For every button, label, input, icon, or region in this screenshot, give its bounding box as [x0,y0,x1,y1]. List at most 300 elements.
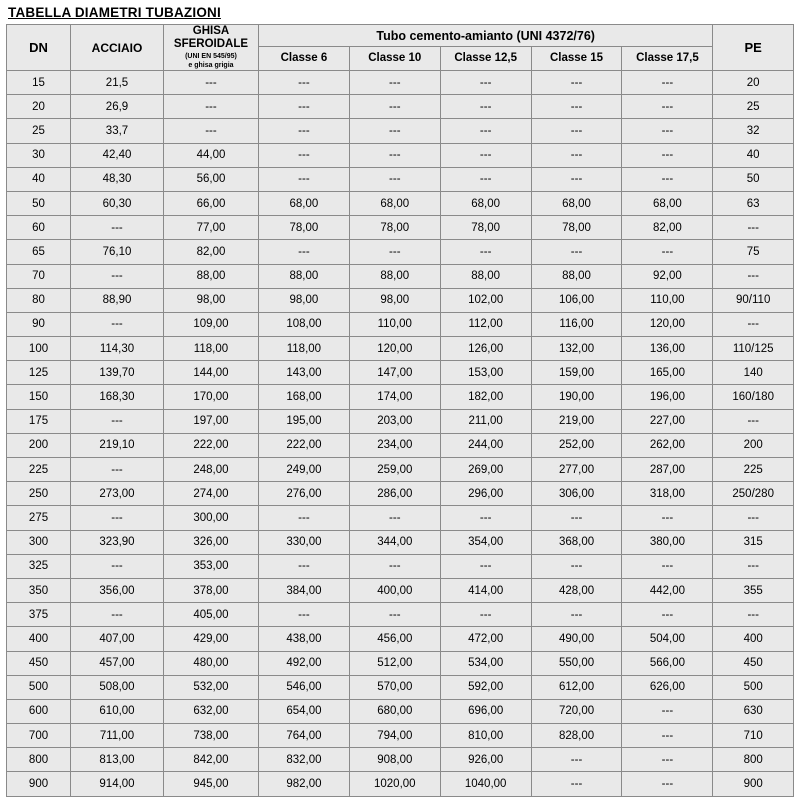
cell-classe-15: --- [531,167,622,191]
pipe-diameter-table [6,24,794,797]
cell-ghisa: 144,00 [163,361,258,385]
cell-acciaio: 26,9 [71,95,164,119]
table-row [7,337,794,361]
cell-acciaio: --- [71,458,164,482]
cell-acciaio: 711,00 [71,724,164,748]
cell-classe-6: --- [258,603,349,627]
cell-pe: 40 [713,143,794,167]
cell-classe-12-5: --- [440,71,531,95]
cell-pe: --- [713,216,794,240]
cell-dn: 40 [7,167,71,191]
cell-classe-15: 106,00 [531,288,622,312]
cell-classe-12-5: 926,00 [440,748,531,772]
cell-dn: 25 [7,119,71,143]
cell-dn: 600 [7,699,71,723]
cell-ghisa: 248,00 [163,458,258,482]
cell-classe-15: --- [531,240,622,264]
cell-classe-17-5: --- [622,167,713,191]
cell-dn: 60 [7,216,71,240]
cell-acciaio: 356,00 [71,578,164,602]
column-header-classe-17-5: Classe 17,5 [622,47,713,71]
cell-classe-12-5: 88,00 [440,264,531,288]
cell-classe-15: --- [531,748,622,772]
cell-classe-17-5: --- [622,506,713,530]
cell-classe-12-5: 696,00 [440,699,531,723]
ghisa-norm-label: (UNI EN 545/95) [185,53,237,60]
cell-classe-12-5: --- [440,119,531,143]
cell-classe-12-5: --- [440,143,531,167]
cell-classe-17-5: --- [622,772,713,796]
cell-classe-6: 78,00 [258,216,349,240]
cell-classe-15: 720,00 [531,699,622,723]
cell-classe-10: 78,00 [349,216,440,240]
table-row [7,191,794,215]
table-row [7,216,794,240]
cell-classe-10: --- [349,95,440,119]
cell-classe-6: 438,00 [258,627,349,651]
cell-classe-15: 612,00 [531,675,622,699]
table-row [7,119,794,143]
cell-classe-12-5: 1040,00 [440,772,531,796]
cell-classe-10: 174,00 [349,385,440,409]
table-row [7,724,794,748]
cell-ghisa: 429,00 [163,627,258,651]
cell-classe-15: 828,00 [531,724,622,748]
cell-dn: 100 [7,337,71,361]
cell-classe-17-5: 92,00 [622,264,713,288]
cell-ghisa: --- [163,119,258,143]
cell-classe-12-5: --- [440,603,531,627]
cell-ghisa: 945,00 [163,772,258,796]
cell-classe-15: 88,00 [531,264,622,288]
cell-classe-12-5: 102,00 [440,288,531,312]
table-row [7,71,794,95]
cell-dn: 300 [7,530,71,554]
cell-acciaio: 273,00 [71,482,164,506]
cell-ghisa: 98,00 [163,288,258,312]
cell-classe-6: 764,00 [258,724,349,748]
cell-dn: 90 [7,312,71,336]
cell-classe-10: 456,00 [349,627,440,651]
cell-classe-6: 168,00 [258,385,349,409]
cell-dn: 375 [7,603,71,627]
ghisa-main-label: GHISA SFEROIDALE [173,25,249,50]
cell-ghisa: 197,00 [163,409,258,433]
cell-classe-10: 68,00 [349,191,440,215]
cell-ghisa: 222,00 [163,433,258,457]
cell-classe-17-5: 380,00 [622,530,713,554]
table-row [7,748,794,772]
cell-ghisa: 378,00 [163,578,258,602]
cell-classe-10: 1020,00 [349,772,440,796]
table-row [7,554,794,578]
cell-classe-10: --- [349,167,440,191]
column-header-classe-15: Classe 15 [531,47,622,71]
cell-pe: 90/110 [713,288,794,312]
cell-pe: --- [713,554,794,578]
cell-classe-10: 98,00 [349,288,440,312]
cell-classe-12-5: 126,00 [440,337,531,361]
cell-classe-10: 203,00 [349,409,440,433]
cell-classe-12-5: 112,00 [440,312,531,336]
cell-classe-6: --- [258,95,349,119]
cell-pe: 32 [713,119,794,143]
cell-classe-6: --- [258,143,349,167]
cell-pe: 50 [713,167,794,191]
ghisa-grey-label: e ghisa grigia [188,62,234,69]
cell-classe-12-5: 592,00 [440,675,531,699]
cell-pe: 710 [713,724,794,748]
cell-classe-17-5: 82,00 [622,216,713,240]
cell-acciaio: 610,00 [71,699,164,723]
cell-dn: 250 [7,482,71,506]
cell-classe-12-5: 211,00 [440,409,531,433]
cell-classe-6: 546,00 [258,675,349,699]
cell-ghisa: 82,00 [163,240,258,264]
cell-pe: 315 [713,530,794,554]
cell-classe-6: 832,00 [258,748,349,772]
cell-classe-17-5: 287,00 [622,458,713,482]
cell-ghisa: 326,00 [163,530,258,554]
cell-pe: --- [713,409,794,433]
cell-classe-12-5: 78,00 [440,216,531,240]
cell-classe-10: 794,00 [349,724,440,748]
cell-classe-6: --- [258,554,349,578]
cell-classe-12-5: 810,00 [440,724,531,748]
cell-classe-15: 306,00 [531,482,622,506]
cell-acciaio: --- [71,506,164,530]
cell-pe: 400 [713,627,794,651]
cell-classe-12-5: 534,00 [440,651,531,675]
cell-classe-15: 190,00 [531,385,622,409]
table-header [7,25,794,71]
cell-classe-12-5: 354,00 [440,530,531,554]
cell-classe-12-5: 182,00 [440,385,531,409]
cell-acciaio: 168,30 [71,385,164,409]
cell-dn: 150 [7,385,71,409]
cell-classe-15: 490,00 [531,627,622,651]
cell-classe-12-5: 153,00 [440,361,531,385]
cell-ghisa: 632,00 [163,699,258,723]
cell-classe-15: 78,00 [531,216,622,240]
cell-acciaio: --- [71,312,164,336]
column-header-ghisa-sferoidale [163,25,258,71]
cell-pe: 250/280 [713,482,794,506]
cell-pe: --- [713,264,794,288]
cell-dn: 900 [7,772,71,796]
cell-acciaio: 48,30 [71,167,164,191]
cell-dn: 125 [7,361,71,385]
cell-classe-10: 908,00 [349,748,440,772]
cell-classe-15: 252,00 [531,433,622,457]
cell-ghisa: 405,00 [163,603,258,627]
cell-classe-12-5: 269,00 [440,458,531,482]
cell-acciaio: --- [71,603,164,627]
cell-ghisa: 480,00 [163,651,258,675]
cell-classe-17-5: 262,00 [622,433,713,457]
cell-classe-17-5: 626,00 [622,675,713,699]
cell-dn: 275 [7,506,71,530]
cell-ghisa: --- [163,71,258,95]
table-row [7,530,794,554]
cell-pe: 200 [713,433,794,457]
cell-classe-17-5: --- [622,71,713,95]
cell-classe-15: --- [531,95,622,119]
column-header-pe: PE [713,25,794,71]
cell-classe-17-5: --- [622,240,713,264]
table-row [7,699,794,723]
cell-classe-17-5: 318,00 [622,482,713,506]
cell-pe: 75 [713,240,794,264]
cell-classe-6: 654,00 [258,699,349,723]
cell-classe-10: 120,00 [349,337,440,361]
cell-classe-17-5: 504,00 [622,627,713,651]
cell-acciaio: 60,30 [71,191,164,215]
cell-pe: 25 [713,95,794,119]
cell-classe-10: --- [349,554,440,578]
cell-dn: 400 [7,627,71,651]
table-row [7,675,794,699]
cell-ghisa: 274,00 [163,482,258,506]
cell-classe-6: 330,00 [258,530,349,554]
cell-classe-12-5: 296,00 [440,482,531,506]
cell-classe-10: 88,00 [349,264,440,288]
cell-classe-17-5: --- [622,554,713,578]
cell-ghisa: 353,00 [163,554,258,578]
cell-pe: 800 [713,748,794,772]
cell-acciaio: --- [71,216,164,240]
cell-ghisa: 56,00 [163,167,258,191]
cell-ghisa: 44,00 [163,143,258,167]
cell-classe-17-5: 196,00 [622,385,713,409]
cell-dn: 80 [7,288,71,312]
cell-acciaio: 323,90 [71,530,164,554]
column-header-classe-10: Classe 10 [349,47,440,71]
cell-classe-6: 492,00 [258,651,349,675]
cell-pe: --- [713,506,794,530]
cell-pe: 450 [713,651,794,675]
table-row [7,143,794,167]
cell-classe-10: 400,00 [349,578,440,602]
cell-classe-17-5: 566,00 [622,651,713,675]
cell-dn: 50 [7,191,71,215]
cell-ghisa: 300,00 [163,506,258,530]
cell-classe-15: 277,00 [531,458,622,482]
cell-dn: 200 [7,433,71,457]
cell-pe: 160/180 [713,385,794,409]
table-row [7,578,794,602]
cell-classe-10: 147,00 [349,361,440,385]
cell-classe-15: 428,00 [531,578,622,602]
table-row [7,627,794,651]
cell-ghisa: 738,00 [163,724,258,748]
cell-classe-17-5: --- [622,748,713,772]
cell-classe-12-5: --- [440,240,531,264]
cell-classe-10: 570,00 [349,675,440,699]
cell-classe-10: 680,00 [349,699,440,723]
cell-classe-17-5: 442,00 [622,578,713,602]
cell-classe-15: 550,00 [531,651,622,675]
cell-classe-10: --- [349,506,440,530]
cell-ghisa: 66,00 [163,191,258,215]
cell-classe-17-5: 110,00 [622,288,713,312]
cell-ghisa: 109,00 [163,312,258,336]
table-row [7,409,794,433]
cell-ghisa: 170,00 [163,385,258,409]
cell-dn: 20 [7,95,71,119]
cell-acciaio: --- [71,409,164,433]
cell-classe-6: 118,00 [258,337,349,361]
cell-classe-12-5: 414,00 [440,578,531,602]
column-header-classe-6: Classe 6 [258,47,349,71]
cell-acciaio: 139,70 [71,361,164,385]
table-row [7,95,794,119]
cell-pe: 20 [713,71,794,95]
cell-classe-17-5: --- [622,699,713,723]
cell-dn: 65 [7,240,71,264]
table-row [7,385,794,409]
cell-ghisa: 118,00 [163,337,258,361]
cell-acciaio: 813,00 [71,748,164,772]
cell-pe: 225 [713,458,794,482]
cell-classe-17-5: --- [622,603,713,627]
cell-pe: 140 [713,361,794,385]
cell-classe-15: --- [531,772,622,796]
cell-classe-15: 219,00 [531,409,622,433]
cell-classe-15: --- [531,119,622,143]
cell-classe-10: 286,00 [349,482,440,506]
cell-classe-6: 276,00 [258,482,349,506]
cell-classe-6: 249,00 [258,458,349,482]
table-row [7,651,794,675]
cell-classe-10: 234,00 [349,433,440,457]
cell-classe-10: 259,00 [349,458,440,482]
cell-classe-17-5: 68,00 [622,191,713,215]
cell-ghisa: 88,00 [163,264,258,288]
cell-classe-6: 98,00 [258,288,349,312]
cell-classe-17-5: --- [622,143,713,167]
column-group-header-cemento-amianto: Tubo cemento-amianto (UNI 4372/76) [258,25,712,47]
cell-acciaio: --- [71,264,164,288]
cell-acciaio: 88,90 [71,288,164,312]
cell-acciaio: 76,10 [71,240,164,264]
cell-pe: --- [713,603,794,627]
cell-classe-6: 143,00 [258,361,349,385]
cell-classe-15: 132,00 [531,337,622,361]
cell-classe-10: 110,00 [349,312,440,336]
cell-acciaio: 42,40 [71,143,164,167]
table-row [7,433,794,457]
cell-classe-17-5: 165,00 [622,361,713,385]
cell-dn: 175 [7,409,71,433]
cell-acciaio: 21,5 [71,71,164,95]
cell-dn: 15 [7,71,71,95]
cell-classe-12-5: 68,00 [440,191,531,215]
cell-classe-15: --- [531,603,622,627]
cell-classe-15: --- [531,506,622,530]
cell-classe-6: 222,00 [258,433,349,457]
cell-classe-12-5: --- [440,506,531,530]
cell-classe-15: --- [531,554,622,578]
cell-acciaio: 457,00 [71,651,164,675]
cell-classe-6: --- [258,506,349,530]
cell-ghisa: --- [163,95,258,119]
cell-pe: 355 [713,578,794,602]
cell-acciaio: 914,00 [71,772,164,796]
table-row [7,361,794,385]
cell-classe-6: --- [258,167,349,191]
table-row [7,240,794,264]
table-row [7,772,794,796]
cell-ghisa: 532,00 [163,675,258,699]
cell-classe-17-5: --- [622,95,713,119]
cell-pe: 63 [713,191,794,215]
cell-classe-10: --- [349,143,440,167]
cell-acciaio: 407,00 [71,627,164,651]
cell-classe-10: 344,00 [349,530,440,554]
cell-dn: 30 [7,143,71,167]
cell-dn: 450 [7,651,71,675]
cell-classe-17-5: 136,00 [622,337,713,361]
cell-classe-15: --- [531,71,622,95]
cell-classe-6: 68,00 [258,191,349,215]
cell-dn: 500 [7,675,71,699]
cell-ghisa: 77,00 [163,216,258,240]
cell-classe-10: --- [349,603,440,627]
cell-acciaio: 508,00 [71,675,164,699]
cell-dn: 700 [7,724,71,748]
cell-classe-10: --- [349,119,440,143]
cell-classe-6: --- [258,119,349,143]
column-header-dn: DN [7,25,71,71]
cell-classe-6: --- [258,240,349,264]
cell-classe-15: --- [531,143,622,167]
cell-classe-6: 384,00 [258,578,349,602]
cell-acciaio: --- [71,554,164,578]
cell-classe-15: 116,00 [531,312,622,336]
cell-classe-15: 68,00 [531,191,622,215]
table-row [7,458,794,482]
table-body [7,71,794,797]
column-header-classe-12-5: Classe 12,5 [440,47,531,71]
cell-acciaio: 114,30 [71,337,164,361]
table-row [7,288,794,312]
cell-dn: 800 [7,748,71,772]
cell-classe-12-5: --- [440,167,531,191]
cell-acciaio: 33,7 [71,119,164,143]
cell-pe: 900 [713,772,794,796]
cell-classe-12-5: --- [440,95,531,119]
cell-classe-6: 195,00 [258,409,349,433]
cell-classe-12-5: --- [440,554,531,578]
cell-classe-6: 982,00 [258,772,349,796]
cell-pe: 110/125 [713,337,794,361]
cell-classe-10: --- [349,240,440,264]
cell-dn: 350 [7,578,71,602]
cell-classe-10: 512,00 [349,651,440,675]
cell-acciaio: 219,10 [71,433,164,457]
cell-classe-6: 108,00 [258,312,349,336]
cell-classe-15: 368,00 [531,530,622,554]
cell-dn: 225 [7,458,71,482]
table-row [7,482,794,506]
cell-classe-12-5: 472,00 [440,627,531,651]
table-row [7,264,794,288]
cell-classe-17-5: --- [622,724,713,748]
cell-pe: 630 [713,699,794,723]
cell-classe-17-5: 120,00 [622,312,713,336]
table-row [7,506,794,530]
